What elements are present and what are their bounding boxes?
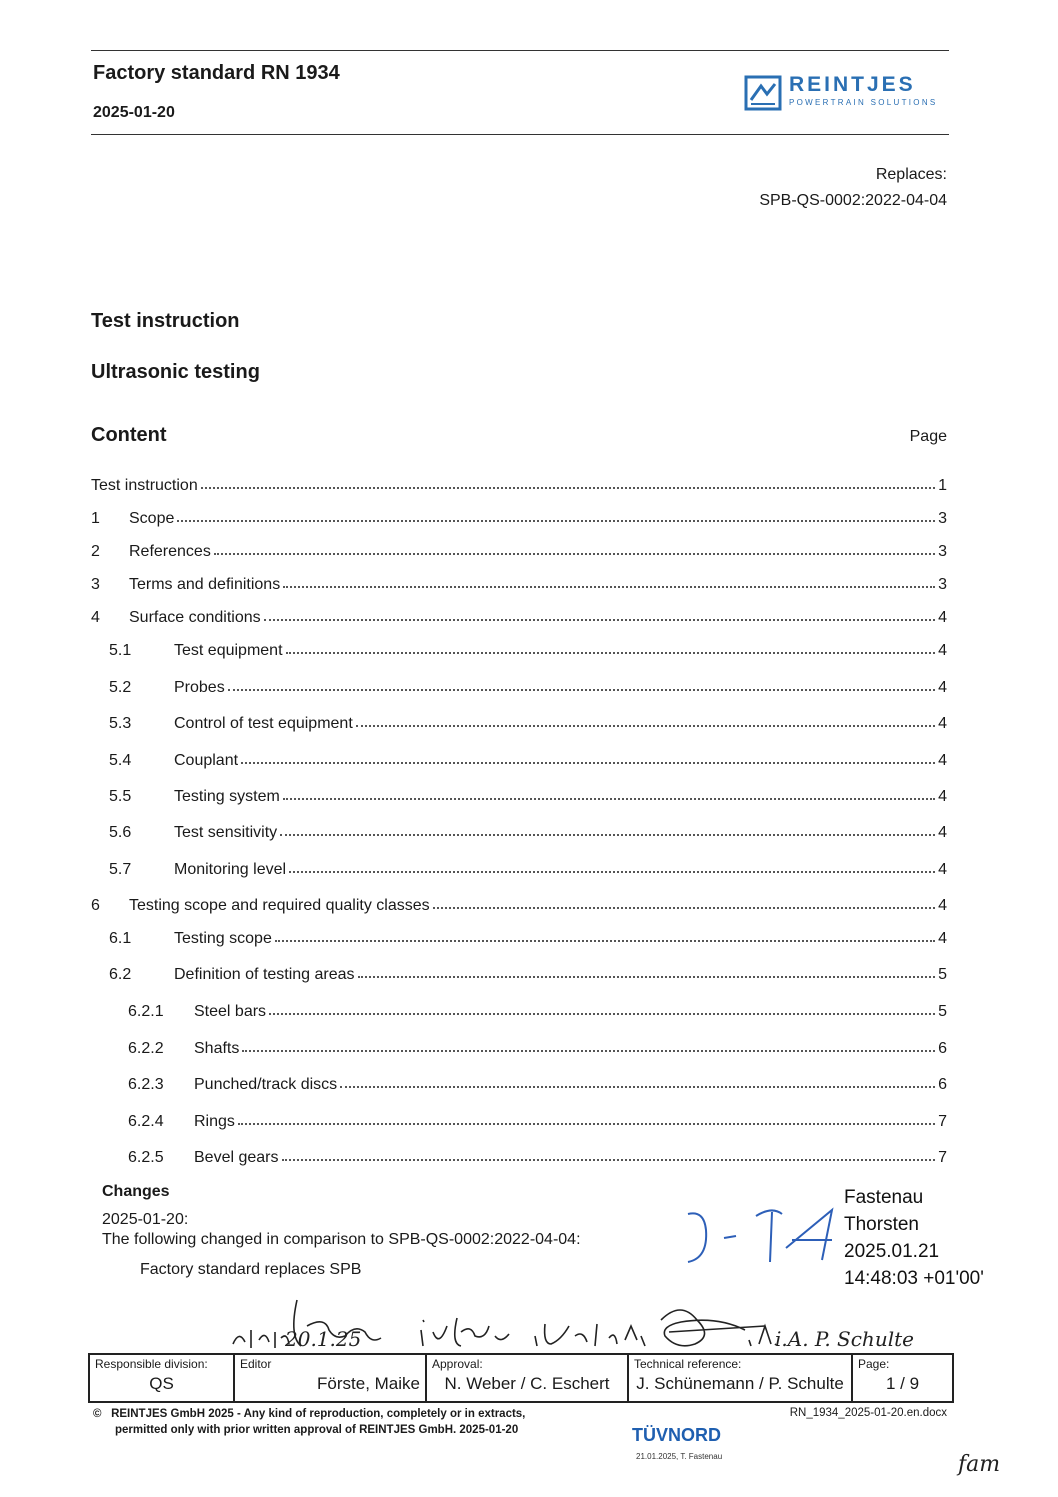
replaces-label: Replaces: bbox=[875, 166, 947, 183]
toc-title: Test equipment bbox=[174, 642, 283, 659]
reintjes-logo-icon bbox=[745, 76, 781, 110]
toc-number: 6 bbox=[91, 897, 100, 914]
toc-number: 6.2 bbox=[109, 966, 132, 983]
toc-leader-dots bbox=[286, 651, 936, 654]
signature-time: 14:48:03 +01'00' bbox=[844, 1268, 984, 1289]
copyright-line-2: permitted only with prior written approval of REINTJES GmbH. 2025-01-20 bbox=[115, 1424, 519, 1436]
copyright-notice bbox=[93, 1406, 613, 1438]
toc-row[interactable] bbox=[91, 471, 947, 495]
toc-row[interactable] bbox=[91, 570, 947, 594]
toc-leader-dots bbox=[282, 1158, 936, 1161]
toc-row[interactable] bbox=[91, 746, 947, 770]
toc-number: 5.2 bbox=[109, 679, 132, 696]
toc-title: Punched/track discs bbox=[194, 1076, 338, 1093]
margin-initials bbox=[956, 1445, 1002, 1479]
toc-row[interactable] bbox=[91, 1070, 947, 1094]
toc-number: 6.2.4 bbox=[128, 1113, 164, 1130]
toc-title: Testing scope and required quality classes bbox=[129, 897, 430, 914]
toc-title: Shafts bbox=[194, 1040, 240, 1057]
responsibility-table bbox=[88, 1353, 954, 1403]
digital-signature-mark bbox=[680, 1200, 840, 1280]
copyright-symbol: © bbox=[93, 1408, 102, 1420]
toc-row[interactable] bbox=[91, 1034, 947, 1058]
toc-page-number: 5 bbox=[938, 1003, 947, 1020]
logo-subtitle: POWERTRAIN SOLUTIONS bbox=[789, 98, 938, 107]
toc-row[interactable] bbox=[91, 709, 947, 733]
toc-leader-dots bbox=[264, 618, 935, 621]
toc-row[interactable] bbox=[91, 855, 947, 879]
toc-page-number: 4 bbox=[938, 679, 947, 696]
digital-signature-text bbox=[844, 1184, 984, 1292]
toc-row[interactable] bbox=[91, 504, 947, 528]
technical-cell bbox=[628, 1354, 852, 1402]
toc-page-number: 4 bbox=[938, 788, 947, 805]
editor-label: Editor bbox=[240, 1357, 272, 1371]
toc-title: Definition of testing areas bbox=[174, 966, 355, 983]
toc-row[interactable] bbox=[91, 537, 947, 561]
changes-heading: Changes bbox=[102, 1183, 170, 1200]
toc-page-number: 4 bbox=[938, 861, 947, 878]
toc-title: Rings bbox=[194, 1113, 235, 1130]
toc-row[interactable] bbox=[91, 1107, 947, 1131]
toc-page-number: 7 bbox=[938, 1113, 947, 1130]
reintjes-logo bbox=[745, 73, 951, 112]
toc-number: 6.1 bbox=[109, 930, 132, 947]
toc-number: 4 bbox=[91, 609, 100, 626]
approval-value: N. Weber / C. Eschert bbox=[444, 1374, 610, 1393]
handwritten-date: 20.1.25 bbox=[285, 1327, 362, 1351]
toc-number: 6.2.3 bbox=[128, 1076, 164, 1093]
toc-row[interactable] bbox=[91, 1143, 947, 1167]
subject-heading: Ultrasonic testing bbox=[91, 361, 260, 383]
toc-page-number: 3 bbox=[938, 543, 947, 560]
replaces-value: SPB-QS-0002:2022-04-04 bbox=[759, 192, 947, 209]
toc-leader-dots bbox=[358, 975, 936, 978]
toc-number: 5.7 bbox=[109, 861, 132, 878]
tuv-nord-stamp: TÜVNORD bbox=[632, 1425, 721, 1445]
toc-title: Control of test equipment bbox=[174, 715, 353, 732]
changes-item: Factory standard replaces SPB bbox=[140, 1261, 362, 1278]
toc-number: 5.1 bbox=[109, 642, 132, 659]
toc-title: Testing scope bbox=[174, 930, 272, 947]
approval-label: Approval: bbox=[432, 1357, 483, 1371]
page-column-label: Page bbox=[909, 428, 947, 445]
margin-initials-text: fam bbox=[958, 1452, 1001, 1477]
signature-name-last: Fastenau bbox=[844, 1187, 924, 1208]
toc-row[interactable] bbox=[91, 997, 947, 1021]
document-date: 2025-01-20 bbox=[93, 104, 175, 121]
page-label: Page: bbox=[858, 1357, 890, 1371]
copyright-line-1 bbox=[93, 1406, 613, 1422]
logo-name: REINTJES bbox=[789, 73, 916, 96]
toc-leader-dots bbox=[269, 1012, 935, 1015]
handwritten-approval-initials: i.A. P. Schulte bbox=[775, 1327, 914, 1351]
toc-page-number: 7 bbox=[938, 1149, 947, 1166]
toc-row[interactable] bbox=[91, 673, 947, 697]
toc-page-number: 3 bbox=[938, 510, 947, 527]
signature-name-first: Thorsten bbox=[844, 1214, 919, 1235]
toc-number: 6.2.2 bbox=[128, 1040, 164, 1057]
toc-title: Terms and definitions bbox=[129, 576, 281, 593]
toc-row[interactable] bbox=[91, 960, 947, 984]
toc-page-number: 3 bbox=[938, 576, 947, 593]
tuv-stamp-note: 21.01.2025, T. Fastenau bbox=[636, 1452, 723, 1461]
toc-leader-dots bbox=[340, 1085, 935, 1088]
responsible-value: QS bbox=[149, 1374, 174, 1393]
changes-section bbox=[102, 1183, 581, 1279]
toc-leader-dots bbox=[283, 585, 935, 588]
toc-page-number: 6 bbox=[938, 1076, 947, 1093]
toc-title: Probes bbox=[174, 679, 225, 696]
toc-row[interactable] bbox=[91, 782, 947, 806]
changes-date: 2025-01-20: bbox=[102, 1211, 189, 1228]
toc-leader-dots bbox=[201, 486, 935, 489]
toc-title: Surface conditions bbox=[129, 609, 261, 626]
toc-page-number: 6 bbox=[938, 1040, 947, 1057]
header-top-rule bbox=[91, 50, 949, 51]
toc-leader-dots bbox=[356, 724, 935, 727]
signature-date: 2025.01.21 bbox=[844, 1241, 940, 1262]
toc-leader-dots bbox=[228, 688, 935, 691]
toc-number: 5.3 bbox=[109, 715, 132, 732]
toc-number: 5.4 bbox=[109, 752, 132, 769]
responsible-cell bbox=[89, 1354, 234, 1402]
toc-title: References bbox=[129, 543, 211, 560]
toc-row[interactable] bbox=[91, 818, 947, 842]
technical-label: Technical reference: bbox=[634, 1357, 742, 1371]
toc-leader-dots bbox=[241, 761, 935, 764]
toc-number: 5.5 bbox=[109, 788, 132, 805]
page-cell bbox=[852, 1354, 953, 1402]
responsible-label: Responsible division: bbox=[95, 1357, 208, 1371]
toc-leader-dots bbox=[433, 906, 935, 909]
toc-title: Bevel gears bbox=[194, 1149, 279, 1166]
toc-number: 5.6 bbox=[109, 824, 132, 841]
handwritten-signatures bbox=[225, 1296, 914, 1356]
toc-page-number: 4 bbox=[938, 715, 947, 732]
replaces-block bbox=[759, 162, 947, 214]
toc-number: 6.2.1 bbox=[128, 1003, 164, 1020]
toc-leader-dots bbox=[275, 939, 935, 942]
toc-title: Test instruction bbox=[91, 477, 198, 494]
toc-number: 2 bbox=[91, 543, 100, 560]
toc-page-number: 4 bbox=[938, 897, 947, 914]
toc-page-number: 4 bbox=[938, 752, 947, 769]
toc-page-number: 4 bbox=[938, 642, 947, 659]
toc-page-number: 4 bbox=[938, 824, 947, 841]
toc-row[interactable] bbox=[91, 891, 947, 915]
page-value: 1 / 9 bbox=[885, 1374, 920, 1393]
document-title: Factory standard RN 1934 bbox=[93, 62, 340, 84]
toc-number: 6.2.5 bbox=[128, 1149, 164, 1166]
copyright-text-1: REINTJES GmbH 2025 - Any kind of reproduction, completely or in extracts, bbox=[111, 1408, 526, 1420]
toc-title: Couplant bbox=[174, 752, 239, 769]
toc-leader-dots bbox=[214, 552, 935, 555]
toc-page-number: 4 bbox=[938, 609, 947, 626]
toc-leader-dots bbox=[177, 519, 935, 522]
approval-cell bbox=[426, 1354, 628, 1402]
editor-cell bbox=[234, 1354, 426, 1402]
toc-leader-dots bbox=[242, 1049, 935, 1052]
toc-row[interactable] bbox=[91, 924, 947, 948]
toc-title: Scope bbox=[129, 510, 175, 527]
toc-page-number: 5 bbox=[938, 966, 947, 983]
doc-type-heading: Test instruction bbox=[91, 310, 240, 332]
toc-title: Steel bars bbox=[194, 1003, 267, 1020]
toc-page-number: 4 bbox=[938, 930, 947, 947]
toc-title: Test sensitivity bbox=[174, 824, 278, 841]
toc-leader-dots bbox=[289, 870, 935, 873]
technical-value: J. Schünemann / P. Schulte bbox=[636, 1374, 844, 1393]
toc-title: Monitoring level bbox=[174, 861, 287, 878]
toc-title: Testing system bbox=[174, 788, 280, 805]
toc-leader-dots bbox=[280, 833, 935, 836]
editor-value: Förste, Maike bbox=[317, 1374, 420, 1393]
toc-number: 3 bbox=[91, 576, 100, 593]
file-name: RN_1934_2025-01-20.en.docx bbox=[789, 1407, 947, 1419]
toc-leader-dots bbox=[283, 797, 935, 800]
toc-leader-dots bbox=[238, 1122, 935, 1125]
toc-page-number: 1 bbox=[938, 477, 947, 494]
header-bottom-rule bbox=[91, 134, 949, 135]
toc-number: 1 bbox=[91, 510, 100, 527]
toc-row[interactable] bbox=[91, 636, 947, 660]
changes-text: The following changed in comparison to SPB-QS-0002:2022-04-04: bbox=[102, 1231, 581, 1248]
content-heading: Content bbox=[91, 424, 167, 446]
toc-row[interactable] bbox=[91, 603, 947, 627]
